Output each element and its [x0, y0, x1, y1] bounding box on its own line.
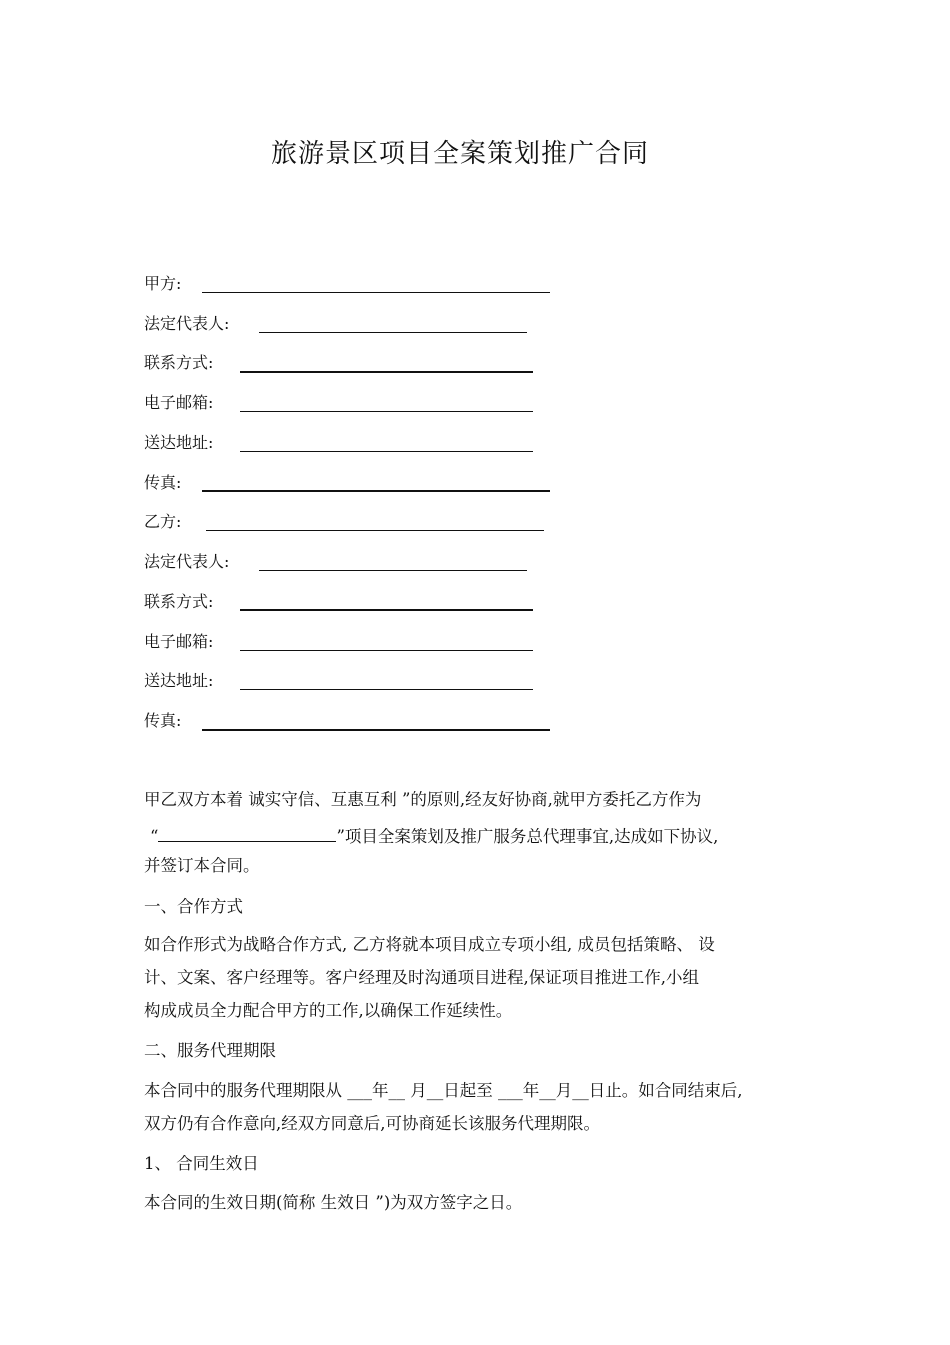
party-b-rep-label: 法定代表人:	[144, 552, 230, 571]
party-a-fax-blank[interactable]	[202, 490, 550, 492]
party-b-email-label: 电子邮箱:	[144, 632, 214, 651]
intro-line-3: 并签订本合同。	[144, 856, 260, 875]
section-3-line-1: 本合同的生效日期(简称 生效日 ”)为双方签字之日。	[144, 1193, 523, 1212]
section-2-line-2: 双方仍有合作意向,经双方同意后,可协商延长该服务代理期限。	[144, 1114, 600, 1133]
party-a-address-label: 送达地址:	[144, 433, 214, 452]
section-1-line-2: 计、文案、客户经理等。客户经理及时沟通项目进程,保证项目推进工作,小组	[144, 968, 699, 987]
party-a-address-blank[interactable]	[240, 451, 533, 452]
document-title: 旅游景区项目全案策划推广合同	[270, 139, 649, 169]
party-a-rep-blank[interactable]	[259, 332, 527, 333]
party-a-contact-label: 联系方式:	[144, 353, 214, 372]
party-b-rep-blank[interactable]	[259, 570, 527, 571]
intro-open-quote: “	[150, 827, 159, 846]
party-b-fax-blank[interactable]	[202, 729, 550, 731]
section-1-line-3: 构成成员全力配合甲方的工作,以确保工作延续性。	[144, 1001, 513, 1020]
project-name-blank[interactable]	[158, 823, 336, 842]
party-b-fax-label: 传真:	[144, 711, 182, 730]
party-a-label: 甲方:	[144, 274, 182, 293]
intro-line-2-text: ”项目全案策划及推广服务总代理事宜,达成如下协议,	[336, 827, 719, 846]
party-b-contact-blank[interactable]	[240, 609, 533, 611]
party-a-email-blank[interactable]	[240, 411, 533, 412]
party-a-fax-label: 传真:	[144, 473, 182, 492]
intro-line-1: 甲乙双方本着 诚实守信、互惠互利 ”的原则,经友好协商,就甲方委托乙方作为	[144, 790, 702, 809]
intro-line-2	[150, 823, 718, 849]
party-a-rep-label: 法定代表人:	[144, 314, 230, 333]
party-b-contact-label: 联系方式:	[144, 592, 214, 611]
section-2-line-1: 本合同中的服务代理期限从 ___年__ 月__日起至 ___年__月__日止。如合同结束后,	[144, 1081, 743, 1100]
party-b-address-label: 送达地址:	[144, 671, 214, 690]
section-1-line-1: 如合作形式为战略合作方式, 乙方将就本项目成立专项小组, 成员包括策略、 设	[144, 935, 715, 954]
party-a-contact-blank[interactable]	[240, 371, 533, 373]
party-b-blank[interactable]	[206, 530, 544, 531]
party-b-address-blank[interactable]	[240, 689, 533, 690]
section-3-heading: 1、 合同生效日	[144, 1154, 259, 1173]
section-1-heading: 一、合作方式	[144, 897, 243, 916]
section-2-heading: 二、服务代理期限	[144, 1041, 276, 1060]
party-a-blank[interactable]	[202, 292, 550, 293]
party-b-label: 乙方:	[144, 512, 182, 531]
party-a-email-label: 电子邮箱:	[144, 393, 214, 412]
party-b-email-blank[interactable]	[240, 650, 533, 651]
